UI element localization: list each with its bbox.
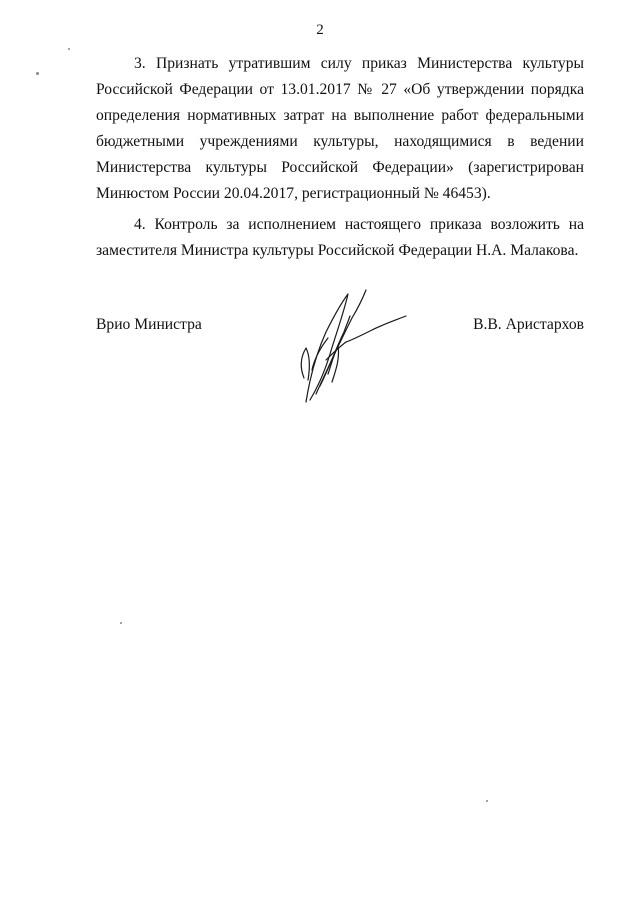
scan-speck bbox=[120, 622, 122, 624]
page-number: 2 bbox=[316, 22, 324, 38]
signatory-name: В.В. Аристархов bbox=[473, 316, 584, 333]
paragraph-4: 4. Контроль за исполнением настоящего приказа возложить на заместителя Министра культуры Российской Федерации Н.А. Малакова. bbox=[96, 216, 584, 259]
scan-speck bbox=[68, 48, 70, 50]
signatory-role: Врио Министра bbox=[96, 316, 202, 333]
scan-speck bbox=[36, 72, 39, 75]
document-body bbox=[96, 51, 584, 264]
paragraph-3: 3. Признать утратившим силу приказ Министерства культуры Российской Федерации от 13.01.2017 № 27 «Об утверждении порядка определения нормативных затрат на выполнение работ федеральными бюджетными учреждениями культуры, находящимися в ведении Министерства культуры Российской Федерации» (зарегистрирован Минюстом России 20.04.2017, регистрационный № 46453). bbox=[96, 55, 584, 202]
scan-speck bbox=[486, 800, 488, 802]
handwritten-signature bbox=[286, 282, 416, 412]
